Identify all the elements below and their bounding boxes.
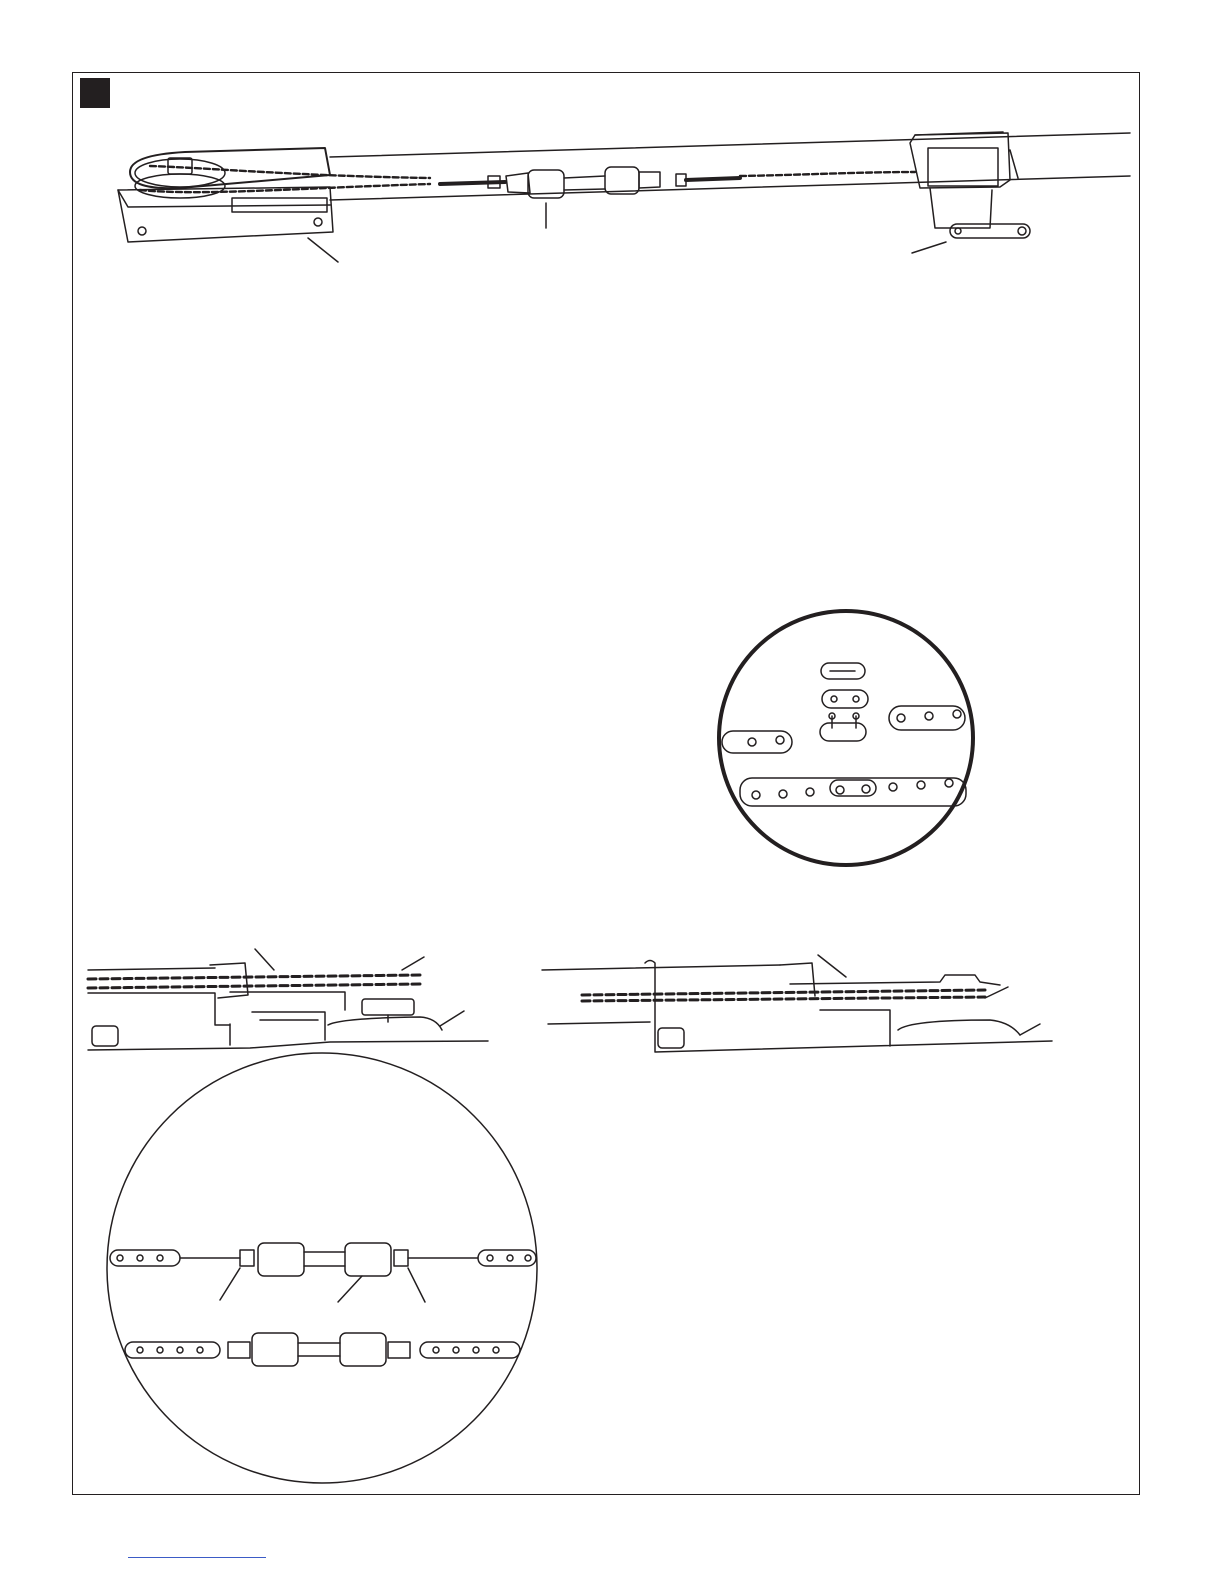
- coupler-detail: [107, 1053, 537, 1483]
- leader-trolley: [912, 242, 946, 253]
- sprocket-detail-right: [542, 955, 1052, 1052]
- chain-end-right: [889, 706, 965, 730]
- idler-pulley-bracket: [118, 148, 333, 242]
- chain-rear-run: [740, 172, 915, 176]
- rail-assembly-overview: [118, 132, 1130, 262]
- chain-assembled: [740, 778, 966, 806]
- leader-bracket: [308, 238, 338, 262]
- master-link-detail: [719, 611, 973, 865]
- coupler-assembled: [125, 1333, 520, 1366]
- chain-end-left: [722, 731, 792, 753]
- sprocket-detail-left: [88, 949, 488, 1050]
- footer-link-underline[interactable]: [128, 1557, 266, 1558]
- master-link-clip: [821, 663, 865, 679]
- master-link-pins: [820, 713, 866, 741]
- coupler-loose: [110, 1243, 536, 1302]
- trolley-carriage: [910, 132, 1030, 238]
- cable-coupler-top: [440, 167, 740, 228]
- master-link-plate: [822, 690, 868, 708]
